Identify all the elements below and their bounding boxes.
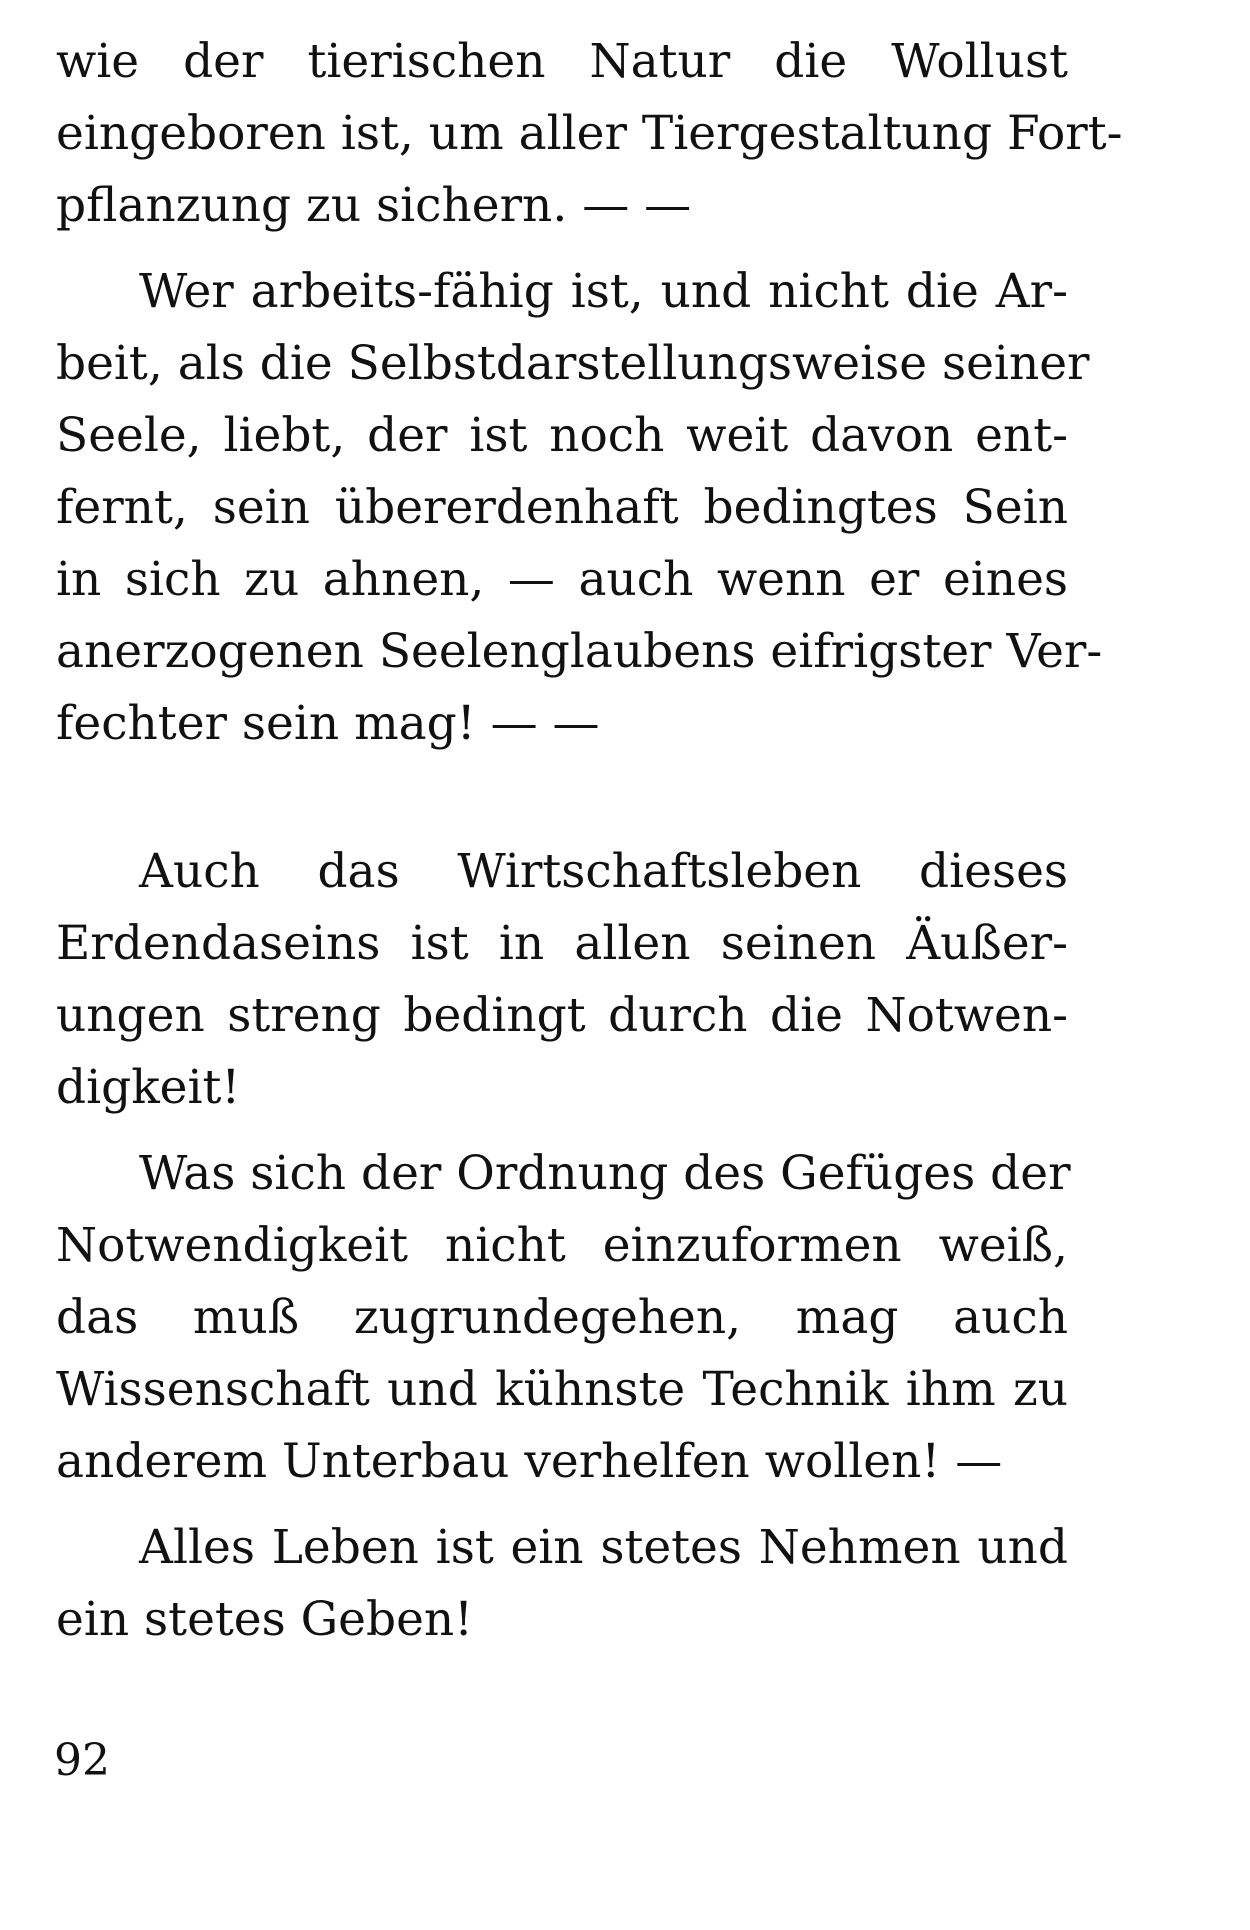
paragraph-gap (56, 242, 1068, 256)
text-line: in sich zu ahnen, — auch wenn er eines (56, 552, 1068, 607)
text-line: fernt, sein übererdenhaft bedingtes Sein (56, 480, 1068, 535)
text-line: digkeit! (56, 1060, 241, 1115)
text-line: eingeboren ist, um aller Tiergestaltung Fort- (56, 106, 1123, 161)
text-line: fechter sein mag! — — (56, 696, 600, 751)
text-line: ein stetes Geben! (56, 1592, 474, 1647)
paragraph-4 (56, 1138, 1071, 1498)
paragraph-gap (56, 1498, 1068, 1512)
text-line: pflanzung zu sichern. — — (56, 178, 692, 233)
text-line: ungen streng bedingt durch die Notwen- (56, 988, 1068, 1043)
text-line: wie der tierischen Natur die Wollust (56, 34, 1068, 89)
text-line: Was sich der Ordnung des Gefüges der (139, 1146, 1071, 1201)
paragraph-1 (56, 26, 1123, 242)
text-line: Notwendigkeit nicht einzuformen weiß, (56, 1218, 1068, 1273)
page-text (56, 26, 1123, 1656)
text-line: anerzogenen Seelenglaubens eifrigster Ver- (56, 624, 1103, 679)
text-line: anderem Unterbau verhelfen wollen! — (56, 1434, 1003, 1489)
text-line: Erdendaseins ist in allen seinen Äußer- (56, 916, 1068, 971)
page-number: 92 (54, 1735, 110, 1786)
paragraph-2 (56, 256, 1103, 760)
text-line: Wer arbeits-fähig ist, und nicht die Ar- (139, 264, 1068, 319)
text-line: Auch das Wirtschaftsleben dieses (139, 844, 1068, 899)
text-line: Seele, liebt, der ist noch weit davon ent- (56, 408, 1068, 463)
text-line: Wissenschaft und kühnste Technik ihm zu (56, 1362, 1068, 1417)
paragraph-gap (56, 1124, 1068, 1138)
paragraph-3 (56, 836, 1068, 1124)
text-line: beit, als die Selbstdarstellungsweise seiner (56, 336, 1090, 391)
section-gap (56, 760, 1068, 836)
paragraph-5 (56, 1512, 1068, 1656)
text-line: Alles Leben ist ein stetes Nehmen und (139, 1520, 1068, 1575)
text-line: das muß zugrundegehen, mag auch (56, 1290, 1068, 1345)
